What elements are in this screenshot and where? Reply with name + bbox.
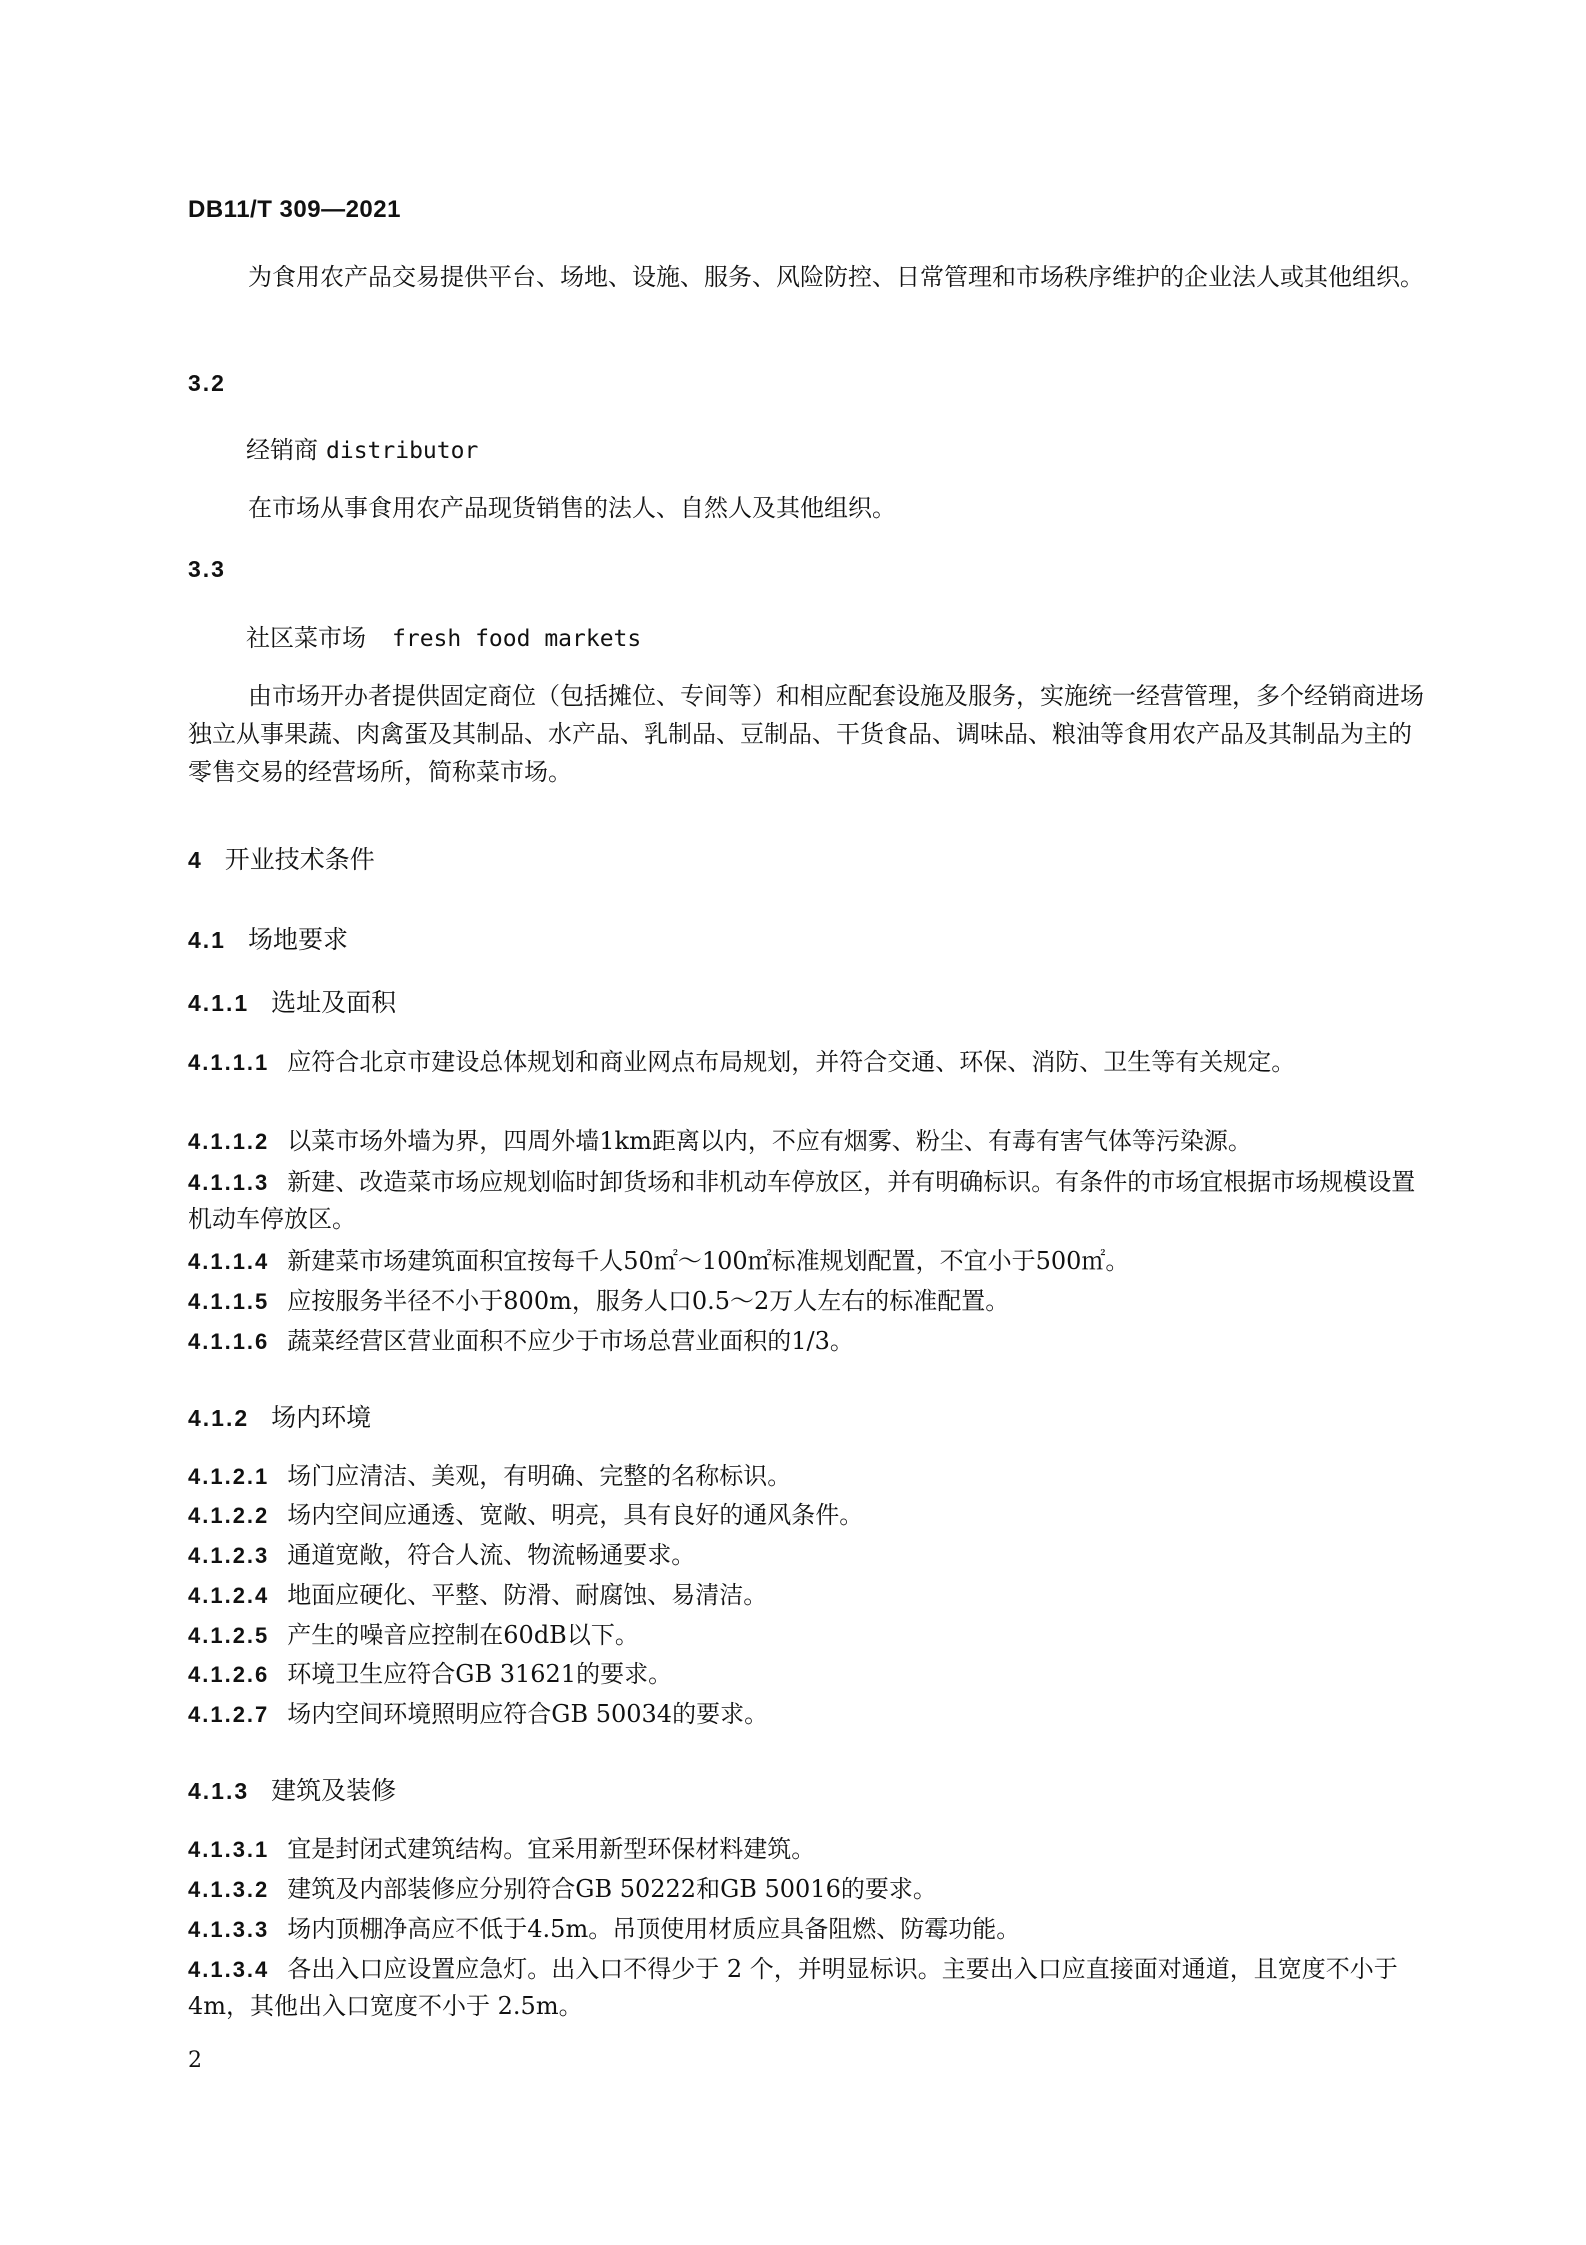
section-4-1-title: 场地要求 [247,925,348,954]
clause-number: 4.1.3.2 [188,1877,270,1902]
section-4-1-3-title: 建筑及装修 [271,1776,397,1805]
clause-number: 4.1.3.4 [188,1957,270,1982]
term-number-3-2: 3.2 [188,370,226,396]
clause-number: 4.1.1.5 [188,1289,270,1314]
clause-text: 新建菜市场建筑面积宜按每千人50㎡～100㎡标准规划配置，不宜小于500㎡。 [287,1247,1130,1275]
term-3-2-en: distributor [326,438,479,464]
clause-number: 4.1.1.1 [188,1050,270,1075]
clause-4-1-2-7 [188,1696,1430,1733]
clause-number: 4.1.1.2 [188,1129,270,1154]
term-3-3-en: fresh food markets [392,626,642,652]
clause-number: 4.1.2.3 [188,1543,270,1568]
clause-4-1-1-2 [188,1123,1430,1160]
term-3-2 [246,430,478,465]
page-number: 2 [188,2048,202,2073]
clause-number: 4.1.2.6 [188,1662,270,1687]
clause-number: 4.1.2.7 [188,1702,270,1727]
clause-4-1-1-1 [188,1044,1430,1081]
clause-text: 应按服务半径不小于800m，服务人口0.5～2万人左右的标准配置。 [287,1287,1010,1315]
clause-4-1-2-3 [188,1537,1430,1574]
clause-4-1-1-5 [188,1283,1430,1320]
clause-text: 产生的噪音应控制在60dB以下。 [287,1621,639,1649]
clause-4-1-3-2 [188,1871,1430,1908]
clause-text: 场内顶棚净高应不低于4.5m。吊顶使用材质应具备阻燃、防霉功能。 [287,1915,1021,1943]
clause-text: 场内空间环境照明应符合GB 50034的要求。 [287,1700,769,1728]
chapter-4-title: 开业技术条件 [224,845,375,874]
term-3-3-cn: 社区菜市场 [246,624,366,652]
chapter-4-number: 4 [188,847,203,873]
clause-number: 4.1.1.4 [188,1249,270,1274]
clause-4-1-3-4 [188,1951,1430,2024]
standard-code: DB11/T 309—2021 [188,196,401,223]
clause-4-1-1-4 [188,1243,1430,1280]
definition-3-1-text: 为食用农产品交易提供平台、场地、设施、服务、风险防控、日常管理和市场秩序维护的企业法人或其他组织。 [248,263,1424,291]
clause-text: 场内空间应通透、宽敞、明亮，具有良好的通风条件。 [287,1501,864,1529]
clause-text: 各出入口应设置应急灯。出入口不得少于 2 个，并明显标识。主要出入口应直接面对通道，且宽度不小于 4m，其他出入口宽度不小于 2.5m。 [188,1955,1398,2020]
clause-4-1-2-6 [188,1656,1430,1693]
clause-text: 建筑及内部装修应分别符合GB 50222和GB 50016的要求。 [287,1875,937,1903]
clause-number: 4.1.2.5 [188,1623,270,1648]
clause-4-1-2-2 [188,1497,1430,1534]
clause-4-1-2-5 [188,1617,1430,1654]
section-4-1-1-title: 选址及面积 [271,988,397,1017]
section-4-1-1-number: 4.1.1 [188,990,250,1016]
clause-4-1-1-3 [188,1164,1430,1237]
clause-4-1-1-6 [188,1323,1430,1360]
clause-number: 4.1.1.3 [188,1170,270,1195]
clause-number: 4.1.2.1 [188,1464,270,1489]
clause-4-1-2-1 [188,1458,1430,1495]
clause-number: 4.1.3.3 [188,1917,270,1942]
clause-text: 地面应硬化、平整、防滑、耐腐蚀、易清洁。 [287,1581,768,1609]
clause-text: 场门应清洁、美观，有明确、完整的名称标识。 [287,1462,792,1490]
clause-number: 4.1.2.4 [188,1583,270,1608]
section-4-1-number: 4.1 [188,927,226,953]
clause-text: 以菜市场外墙为界，四周外墙1km距离以内，不应有烟雾、粉尘、有毒有害气体等污染源。 [287,1127,1252,1155]
section-4-1-heading [188,920,348,956]
clause-text: 应符合北京市建设总体规划和商业网点布局规划，并符合交通、环保、消防、卫生等有关规定。 [287,1048,1296,1076]
section-4-1-3-heading [188,1771,396,1807]
term-3-3-definition: 由市场开办者提供固定商位（包括摊位、专间等）和相应配套设施及服务，实施统一经营管理，多个经销商进场独立从事果蔬、肉禽蛋及其制品、水产品、乳制品、豆制品、干货食品、调味品、粮油等食用农产品及其制品为主的零售交易的经营场所，简称菜市场。 [188,682,1424,786]
clause-4-1-2-4 [188,1577,1430,1614]
section-4-1-2-title: 场内环境 [271,1403,372,1432]
clause-text: 环境卫生应符合GB 31621的要求。 [287,1660,673,1688]
chapter-4-heading [188,840,375,876]
section-4-1-2-heading [188,1398,371,1434]
clause-4-1-3-1 [188,1831,1430,1868]
term-3-3 [246,618,641,653]
clause-number: 4.1.3.1 [188,1837,270,1862]
clause-4-1-3-3 [188,1911,1430,1948]
term-number-3-3: 3.3 [188,556,226,582]
section-4-1-1-heading [188,983,396,1019]
clause-number: 4.1.2.2 [188,1503,270,1528]
clause-text: 通道宽敞，符合人流、物流畅通要求。 [287,1541,696,1569]
section-4-1-2-number: 4.1.2 [188,1405,250,1431]
term-3-2-cn: 经销商 [246,436,318,464]
clause-text: 蔬菜经营区营业面积不应少于市场总营业面积的1/3。 [287,1327,854,1355]
term-3-2-definition: 在市场从事食用农产品现货销售的法人、自然人及其他组织。 [248,494,896,522]
clause-text: 新建、改造菜市场应规划临时卸货场和非机动车停放区，并有明确标识。有条件的市场宜根据市场规模设置机动车停放区。 [188,1168,1416,1233]
clause-text: 宜是封闭式建筑结构。宜采用新型环保材料建筑。 [287,1835,816,1863]
clause-number: 4.1.1.6 [188,1329,270,1354]
section-4-1-3-number: 4.1.3 [188,1778,250,1804]
